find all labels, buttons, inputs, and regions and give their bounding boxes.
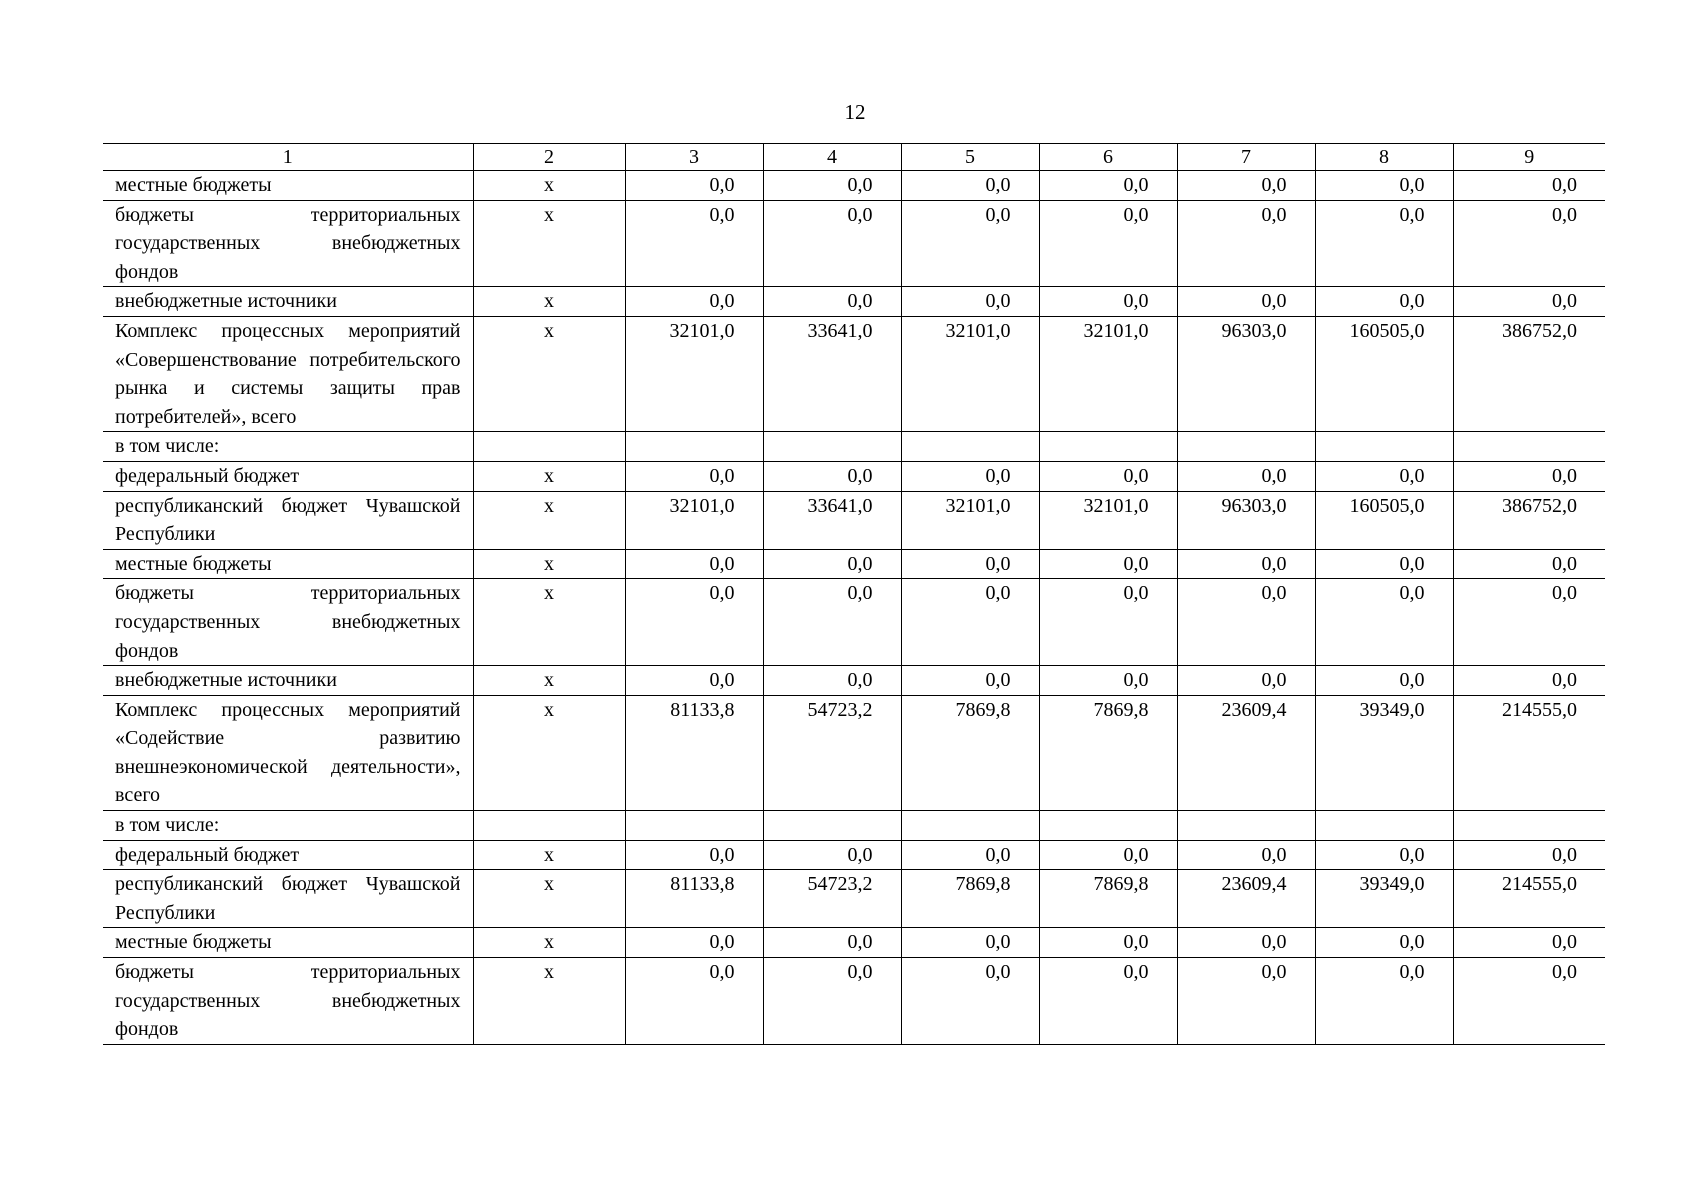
row-value bbox=[901, 811, 1039, 841]
row-code: x bbox=[473, 549, 625, 579]
row-value: 0,0 bbox=[1453, 840, 1605, 870]
row-value: 7869,8 bbox=[1039, 695, 1177, 810]
row-value bbox=[763, 432, 901, 462]
row-value: 0,0 bbox=[901, 549, 1039, 579]
row-code: x bbox=[473, 579, 625, 666]
row-code: x bbox=[473, 695, 625, 810]
row-value bbox=[1177, 811, 1315, 841]
table-row bbox=[103, 928, 1605, 958]
row-value: 0,0 bbox=[1177, 549, 1315, 579]
row-value: 0,0 bbox=[1177, 579, 1315, 666]
row-value: 81133,8 bbox=[625, 695, 763, 810]
row-label: бюджеты территориальных государственных внебюджетных фондов bbox=[103, 958, 473, 1045]
table-row bbox=[103, 461, 1605, 491]
row-value: 0,0 bbox=[901, 461, 1039, 491]
row-value: 0,0 bbox=[1315, 171, 1453, 201]
row-value: 0,0 bbox=[901, 171, 1039, 201]
row-code: x bbox=[473, 958, 625, 1045]
table-body bbox=[103, 171, 1605, 1045]
row-value: 0,0 bbox=[1177, 461, 1315, 491]
column-header: 1 bbox=[103, 144, 473, 171]
column-header: 9 bbox=[1453, 144, 1605, 171]
row-value: 0,0 bbox=[1453, 200, 1605, 287]
column-header: 2 bbox=[473, 144, 625, 171]
row-value: 0,0 bbox=[1315, 549, 1453, 579]
row-value: 0,0 bbox=[763, 549, 901, 579]
row-value: 39349,0 bbox=[1315, 695, 1453, 810]
row-value: 0,0 bbox=[901, 666, 1039, 696]
row-code: x bbox=[473, 870, 625, 928]
row-value bbox=[625, 432, 763, 462]
row-value bbox=[625, 811, 763, 841]
column-header: 6 bbox=[1039, 144, 1177, 171]
table-row bbox=[103, 840, 1605, 870]
row-label: бюджеты территориальных государственных внебюджетных фондов bbox=[103, 200, 473, 287]
row-label: республиканский бюджет Чувашской Республики bbox=[103, 870, 473, 928]
row-value: 0,0 bbox=[901, 928, 1039, 958]
row-value: 33641,0 bbox=[763, 316, 901, 431]
row-label: внебюджетные источники bbox=[103, 666, 473, 696]
row-value: 160505,0 bbox=[1315, 316, 1453, 431]
table-row bbox=[103, 549, 1605, 579]
row-value: 0,0 bbox=[1039, 928, 1177, 958]
row-value: 0,0 bbox=[1039, 549, 1177, 579]
row-value: 0,0 bbox=[625, 461, 763, 491]
row-value: 32101,0 bbox=[901, 316, 1039, 431]
table-row bbox=[103, 666, 1605, 696]
row-value: 0,0 bbox=[763, 958, 901, 1045]
column-header: 5 bbox=[901, 144, 1039, 171]
header-row bbox=[103, 144, 1605, 171]
row-code: x bbox=[473, 200, 625, 287]
row-value: 0,0 bbox=[1315, 928, 1453, 958]
row-value: 54723,2 bbox=[763, 695, 901, 810]
page-number: 12 bbox=[844, 100, 866, 124]
table-row bbox=[103, 316, 1605, 431]
budget-table bbox=[103, 143, 1605, 1045]
row-value: 32101,0 bbox=[1039, 316, 1177, 431]
row-value: 0,0 bbox=[1177, 287, 1315, 317]
row-value: 0,0 bbox=[625, 549, 763, 579]
table-row bbox=[103, 579, 1605, 666]
row-value: 0,0 bbox=[1453, 171, 1605, 201]
row-value: 0,0 bbox=[1177, 171, 1315, 201]
row-value: 39349,0 bbox=[1315, 870, 1453, 928]
row-value: 7869,8 bbox=[901, 870, 1039, 928]
row-value: 0,0 bbox=[1177, 840, 1315, 870]
row-value: 0,0 bbox=[1039, 461, 1177, 491]
row-value: 7869,8 bbox=[1039, 870, 1177, 928]
row-label: местные бюджеты bbox=[103, 928, 473, 958]
row-code: x bbox=[473, 928, 625, 958]
row-value: 32101,0 bbox=[625, 491, 763, 549]
row-value: 0,0 bbox=[1039, 958, 1177, 1045]
row-value: 0,0 bbox=[1177, 928, 1315, 958]
row-label: в том числе: bbox=[103, 432, 473, 462]
row-label: федеральный бюджет bbox=[103, 840, 473, 870]
row-value bbox=[1177, 432, 1315, 462]
row-value: 0,0 bbox=[1315, 579, 1453, 666]
row-value: 0,0 bbox=[1315, 958, 1453, 1045]
table-row bbox=[103, 200, 1605, 287]
row-value: 0,0 bbox=[1453, 461, 1605, 491]
row-value: 0,0 bbox=[1315, 200, 1453, 287]
column-header: 8 bbox=[1315, 144, 1453, 171]
row-value: 32101,0 bbox=[1039, 491, 1177, 549]
row-value: 0,0 bbox=[1315, 287, 1453, 317]
row-value: 0,0 bbox=[1453, 928, 1605, 958]
table-row bbox=[103, 870, 1605, 928]
row-value: 0,0 bbox=[625, 958, 763, 1045]
row-value: 0,0 bbox=[1453, 287, 1605, 317]
row-label: местные бюджеты bbox=[103, 171, 473, 201]
table-row bbox=[103, 171, 1605, 201]
row-value: 0,0 bbox=[1039, 666, 1177, 696]
row-code: x bbox=[473, 840, 625, 870]
table-row bbox=[103, 811, 1605, 841]
row-value bbox=[1453, 811, 1605, 841]
table-row bbox=[103, 432, 1605, 462]
row-value: 0,0 bbox=[1039, 840, 1177, 870]
row-value: 0,0 bbox=[1039, 287, 1177, 317]
row-value: 214555,0 bbox=[1453, 695, 1605, 810]
row-value: 0,0 bbox=[763, 287, 901, 317]
row-value bbox=[763, 811, 901, 841]
row-value: 0,0 bbox=[625, 840, 763, 870]
row-value bbox=[1039, 432, 1177, 462]
row-value bbox=[1453, 432, 1605, 462]
row-value: 0,0 bbox=[901, 200, 1039, 287]
table-row bbox=[103, 287, 1605, 317]
row-value: 160505,0 bbox=[1315, 491, 1453, 549]
row-value: 0,0 bbox=[1315, 840, 1453, 870]
row-value: 0,0 bbox=[901, 579, 1039, 666]
table-row bbox=[103, 695, 1605, 810]
row-value: 0,0 bbox=[625, 579, 763, 666]
row-value: 0,0 bbox=[1315, 666, 1453, 696]
row-code: x bbox=[473, 491, 625, 549]
row-label: Комплекс процессных мероприятий «Совершенствование потребительского рынка и системы защиты прав потребителей», всего bbox=[103, 316, 473, 431]
row-value: 0,0 bbox=[1039, 200, 1177, 287]
row-value: 214555,0 bbox=[1453, 870, 1605, 928]
row-value: 0,0 bbox=[1453, 958, 1605, 1045]
row-value: 0,0 bbox=[763, 200, 901, 287]
row-value bbox=[1315, 811, 1453, 841]
row-value bbox=[1315, 432, 1453, 462]
row-code bbox=[473, 432, 625, 462]
row-value: 7869,8 bbox=[901, 695, 1039, 810]
row-label: республиканский бюджет Чувашской Республики bbox=[103, 491, 473, 549]
row-value bbox=[1039, 811, 1177, 841]
row-value: 96303,0 bbox=[1177, 316, 1315, 431]
row-value: 96303,0 bbox=[1177, 491, 1315, 549]
row-value: 0,0 bbox=[1177, 666, 1315, 696]
row-code: x bbox=[473, 287, 625, 317]
column-header: 7 bbox=[1177, 144, 1315, 171]
row-value: 0,0 bbox=[625, 200, 763, 287]
row-value: 81133,8 bbox=[625, 870, 763, 928]
row-label: внебюджетные источники bbox=[103, 287, 473, 317]
row-value: 23609,4 bbox=[1177, 870, 1315, 928]
row-value: 0,0 bbox=[763, 840, 901, 870]
row-value: 54723,2 bbox=[763, 870, 901, 928]
row-value bbox=[901, 432, 1039, 462]
row-value: 0,0 bbox=[1177, 200, 1315, 287]
table-header bbox=[103, 144, 1605, 171]
row-label: бюджеты территориальных государственных внебюджетных фондов bbox=[103, 579, 473, 666]
column-header: 3 bbox=[625, 144, 763, 171]
row-value: 0,0 bbox=[1039, 171, 1177, 201]
row-label: местные бюджеты bbox=[103, 549, 473, 579]
row-value: 386752,0 bbox=[1453, 491, 1605, 549]
row-value: 0,0 bbox=[1453, 549, 1605, 579]
row-value: 0,0 bbox=[901, 287, 1039, 317]
row-value: 0,0 bbox=[625, 666, 763, 696]
row-code: x bbox=[473, 171, 625, 201]
column-header: 4 bbox=[763, 144, 901, 171]
row-value: 0,0 bbox=[763, 171, 901, 201]
row-value: 0,0 bbox=[901, 840, 1039, 870]
row-value: 0,0 bbox=[763, 461, 901, 491]
row-value: 0,0 bbox=[625, 928, 763, 958]
table-row bbox=[103, 491, 1605, 549]
row-value: 0,0 bbox=[763, 579, 901, 666]
row-value: 0,0 bbox=[625, 171, 763, 201]
row-value: 0,0 bbox=[763, 666, 901, 696]
row-value: 0,0 bbox=[763, 928, 901, 958]
row-value: 23609,4 bbox=[1177, 695, 1315, 810]
row-label: федеральный бюджет bbox=[103, 461, 473, 491]
row-value: 0,0 bbox=[901, 958, 1039, 1045]
row-label: Комплекс процессных мероприятий «Содействие развитию внешнеэкономической деятельности», всего bbox=[103, 695, 473, 810]
row-value: 386752,0 bbox=[1453, 316, 1605, 431]
row-value: 33641,0 bbox=[763, 491, 901, 549]
row-value: 0,0 bbox=[1453, 666, 1605, 696]
row-code bbox=[473, 811, 625, 841]
row-value: 0,0 bbox=[625, 287, 763, 317]
row-value: 0,0 bbox=[1453, 579, 1605, 666]
row-code: x bbox=[473, 461, 625, 491]
row-value: 0,0 bbox=[1177, 958, 1315, 1045]
table-row bbox=[103, 958, 1605, 1045]
row-code: x bbox=[473, 666, 625, 696]
row-value: 0,0 bbox=[1039, 579, 1177, 666]
row-value: 32101,0 bbox=[901, 491, 1039, 549]
row-label: в том числе: bbox=[103, 811, 473, 841]
row-value: 0,0 bbox=[1315, 461, 1453, 491]
row-code: x bbox=[473, 316, 625, 431]
row-value: 32101,0 bbox=[625, 316, 763, 431]
